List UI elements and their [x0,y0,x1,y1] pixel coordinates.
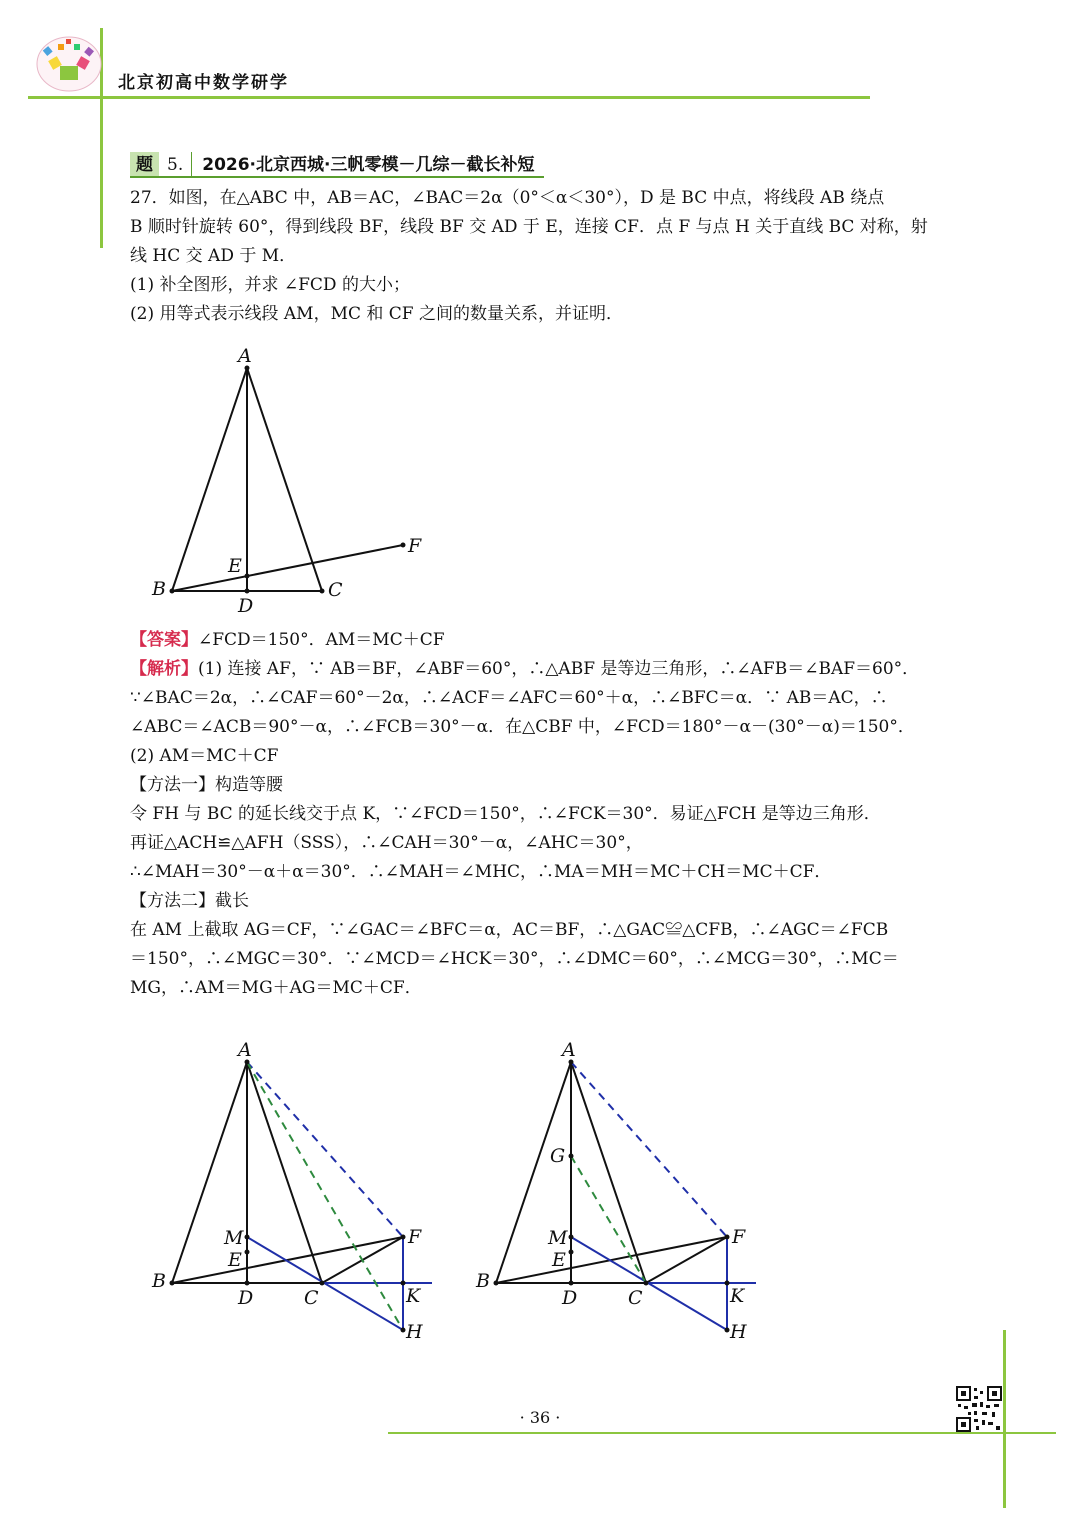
label-B: B [152,1270,166,1292]
analysis-line: 再证△ACH≌△AFH（SSS），∴∠CAH＝30°－α，∠AHC＝30°， [130,833,643,853]
analysis-line: 在 AM 上截取 AG＝CF，∵∠GAC＝∠BFC＝α，AC＝BF，∴△GAC≌△CFB，∴∠AGC＝∠FCB [130,920,889,940]
figure-2 [140,1030,440,1350]
question-tag: 题 [130,152,159,178]
label-E: E [552,1249,566,1271]
label-C: C [304,1287,319,1309]
label-C: C [328,579,343,601]
question-line: 线 HC 交 AD 于 M． [130,246,297,266]
question-line: 27．如图，在△ABC 中，AB＝AC，∠BAC＝2α（0°＜α＜30°），D 是 BC 中点，将线段 AB 绕点 [130,188,885,208]
label-D: D [238,595,254,617]
label-G: G [550,1145,566,1167]
answer-line [130,626,956,655]
label-F: F [408,1226,422,1248]
label-H: H [730,1321,747,1343]
analysis-line: ＝150°，∴∠MGC＝30°．∵∠MCD＝∠HCK＝30°，∴∠DMC＝60°，∴∠MCG＝30°，∴MC＝ [130,949,899,969]
label-H: H [406,1321,423,1343]
label-M: M [224,1227,244,1249]
question-line: (2) 用等式表示线段 AM，MC 和 CF 之间的数量关系，并证明． [130,304,623,324]
tree-logo-icon [36,36,102,92]
question-title: 2026·北京西城·三帆零模－几综－截长补短 [192,152,544,178]
header-horizontal-rule [28,96,870,99]
page-number: · 36 · [519,1408,561,1427]
label-A: A [238,1039,252,1061]
brand-name: 北京初高中数学研学 [118,73,289,93]
label-D: D [562,1287,578,1309]
analysis-line: ∠ABC＝∠ACB＝90°－α，∴∠FCB＝30°－α．在△CBF 中，∠FCD＝180°－α－(30°－α)＝150°． [130,717,915,737]
analysis-line: 令 FH 与 BC 的延长线交于点 K，∵∠FCD＝150°，∴∠FCK＝30°．易证△FCH 是等边三角形． [130,804,881,824]
label-A: A [238,345,252,367]
qr-code-icon [956,1386,1002,1432]
analysis-first-line: (1) 连接 AF，∵ AB＝BF，∠ABF＝60°，∴△ABF 是等边三角形，∴∠AFB＝∠BAF＝60°． [198,659,920,679]
label-K: K [406,1285,421,1307]
label-M: M [548,1227,568,1249]
label-E: E [228,555,242,577]
answer-text: ∠FCD＝150°．AM＝MC＋CF [198,630,445,650]
question-header [130,152,544,178]
question-body [130,184,956,329]
analysis-line: ∴∠MAH＝30°－α＋α＝30°．∴∠MAH＝∠MHC，∴MA＝MH＝MC＋CH＝MC＋CF． [130,862,832,882]
footer-horizontal-rule [388,1432,1056,1434]
label-B: B [152,578,166,600]
analysis-line: 【方法二】截长 [130,891,249,911]
label-B: B [476,1270,490,1292]
label-C: C [628,1287,643,1309]
analysis-line: ∵∠BAC＝2α，∴∠CAF＝60°－2α，∴∠ACF＝∠AFC＝60°＋α，∴∠BFC＝α．∵ AB＝AC，∴ [130,688,888,708]
question-line: B 顺时针旋转 60°，得到线段 BF，线段 BF 交 AD 于 E，连接 CF．点 F 与点 H 关于直线 BC 对称，射 [130,217,928,237]
answer-label: 【答案】 [130,630,198,650]
label-F: F [408,535,422,557]
analysis-line: 【方法一】构造等腰 [130,775,283,795]
footer-vertical-rule [1003,1330,1006,1508]
figure-1 [140,340,440,630]
label-K: K [730,1285,745,1307]
label-F: F [732,1226,746,1248]
label-A: A [562,1039,576,1061]
analysis-label: 【解析】 [130,659,198,679]
question-number: 5. [159,152,192,178]
solution-body [130,626,956,1003]
analysis-line [130,655,956,684]
question-line: (1) 补全图形，并求 ∠FCD 的大小； [130,275,410,295]
analysis-line: MG，∴AM＝MG＋AG＝MC＋CF． [130,978,422,998]
label-D: D [238,1287,254,1309]
analysis-line: (2) AM＝MC＋CF [130,746,279,766]
figure-3 [464,1030,764,1350]
label-E: E [228,1249,242,1271]
